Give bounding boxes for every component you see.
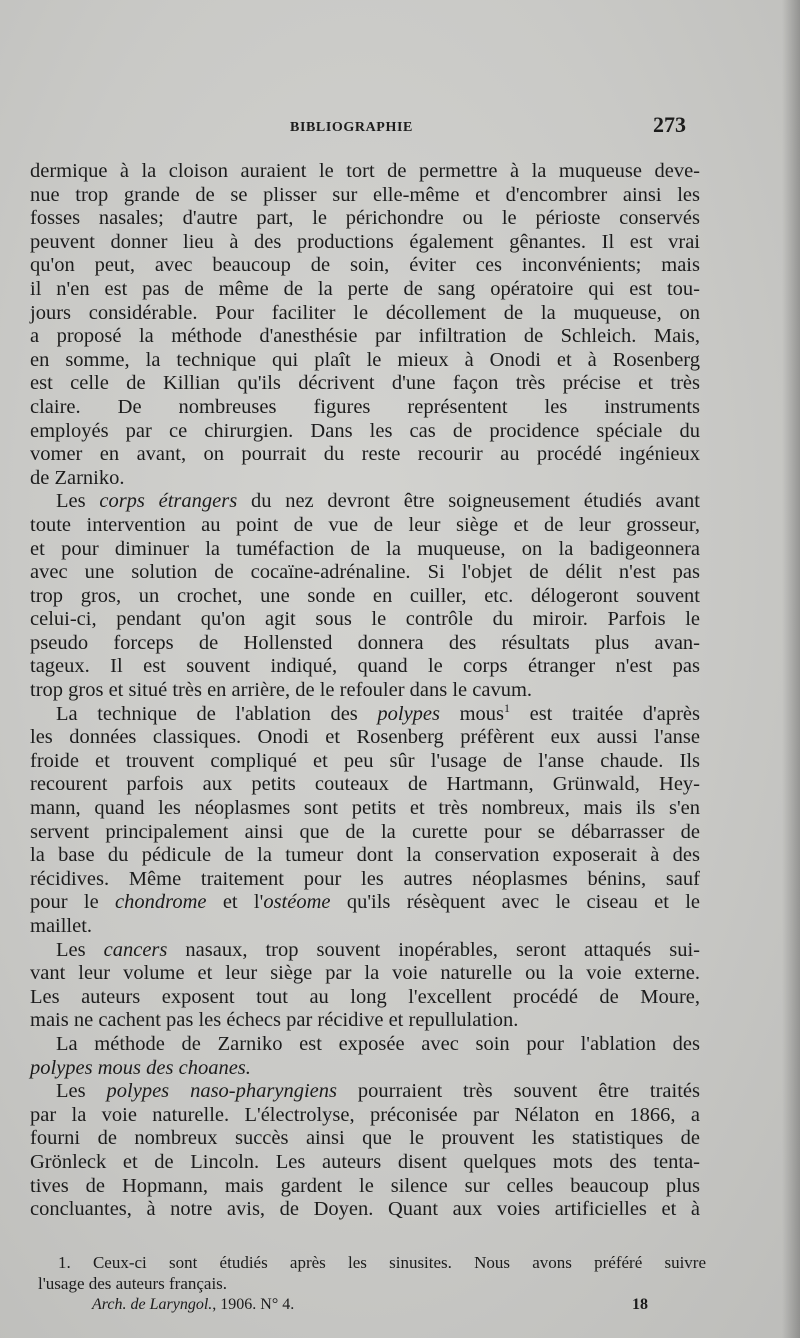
text-segment: froide et trouvent compliqué et peu sûr l'usage de l'anse chaude. Ils (30, 749, 700, 772)
text-segment: La technique de l'ablation des (56, 702, 378, 725)
text-segment: concluantes, à notre avis, de Doyen. Quant aux voies artificielles et à (30, 1198, 700, 1221)
running-title: BIBLIOGRAPHIE (290, 120, 413, 135)
italic-text: chondrome (115, 891, 207, 914)
text-line (30, 1104, 700, 1128)
text-line (30, 1175, 700, 1199)
text-line (30, 302, 700, 326)
text-segment: la base du pédicule de la tumeur dont la conservation exposerait à des (30, 844, 700, 867)
text-segment: vomer en avant, on pourrait du reste recourir au procédé ingénieux (30, 443, 700, 466)
footnote-ref: 1 (504, 700, 511, 715)
journal-issue: , 1906. N° 4. (212, 1296, 295, 1313)
text-segment: La méthode de Zarniko est exposée avec soin pour l'ablation des (56, 1032, 700, 1055)
text-line (30, 372, 700, 396)
italic-text: corps étrangers (99, 490, 238, 513)
text-segment: mann, quand les néoplasmes sont petits et très nombreux, mais ils s'en (30, 797, 700, 820)
text-segment: trop gros et situé très en arrière, de le refouler dans le cavum. (30, 679, 533, 702)
text-segment: dermique à la cloison auraient le tort de permettre à la muqueuse deve- (30, 160, 700, 182)
text-line (30, 207, 700, 231)
text-segment: avec une solution de cocaïne-adrénaline. Si l'objet de délit n'est pas (30, 561, 700, 584)
journal-reference (92, 1296, 294, 1314)
text-line (30, 986, 700, 1010)
text-segment: nue trop grande de se plisser sur elle-même et d'encombrer ainsi les (30, 183, 700, 206)
text-line (30, 679, 700, 703)
text-segment: trop gros, un crochet, une sonde en cuiller, etc. délogeront souvent (30, 584, 700, 607)
text-line (30, 184, 700, 208)
text-line (30, 349, 700, 373)
text-segment: et l' (206, 891, 264, 914)
text-line (30, 325, 700, 349)
page-edge-shadow (782, 0, 800, 1338)
italic-text: polypes naso-pharyngiens (106, 1080, 337, 1103)
paragraph (30, 939, 700, 1033)
text-segment: tageux. Il est souvent indiqué, quand le corps étranger n'est pas (30, 655, 700, 678)
text-segment: Les (56, 490, 100, 513)
text-segment: recourent parfois aux petits couteaux de Hartmann, Grünwald, Hey- (30, 773, 700, 796)
text-segment: fosses nasales; d'autre part, le périchondre ou le périoste conservés (30, 207, 700, 230)
footnote-line: 1. Ceux-ci sont étudiés après les sinusites. Nous avons préféré suivre (58, 1253, 706, 1272)
paragraph (30, 490, 700, 702)
italic-text: polypes mous des choanes. (30, 1056, 251, 1079)
text-line (30, 797, 700, 821)
text-segment: servent principalement ainsi que de la curette pour se débarrasser de (30, 820, 700, 843)
text-segment: Grönleck et de Lincoln. Les auteurs disent quelques mots des tenta- (30, 1150, 700, 1173)
text-segment: pour le (30, 891, 116, 914)
text-segment: pseudo forceps de Hollensted donnera des résultats plus avan- (30, 631, 700, 654)
text-line (30, 1057, 700, 1081)
text-segment: récidives. Même traitement pour les autres néoplasmes bénins, sauf (30, 867, 700, 890)
text-segment: qu'on peut, avec beaucoup de soin, éviter ces inconvénients; mais (30, 254, 700, 277)
text-line (30, 160, 700, 184)
paragraph (30, 700, 701, 939)
text-segment: Les (56, 1080, 107, 1103)
text-line (30, 420, 700, 444)
text-segment: fourni de nombreux succès ainsi que le prouvent les statistiques de (30, 1127, 700, 1150)
text-segment: par la voie naturelle. L'électrolyse, préconisée par Nélaton en 1866, a (30, 1103, 700, 1126)
text-segment: pourraient très souvent être traités (336, 1080, 700, 1103)
text-line (30, 939, 700, 963)
paragraph (30, 1080, 700, 1222)
text-line (30, 231, 700, 255)
text-segment: celui-ci, pendant qu'on agit sous le contrôle du miroir. Parfois le (30, 608, 700, 631)
page-footer (0, 1296, 800, 1320)
text-line (30, 585, 700, 609)
text-segment: mous (440, 702, 505, 725)
text-line (30, 655, 700, 679)
text-segment: a proposé la méthode d'anesthésie par infiltration de Schleich. Mais, (30, 325, 700, 348)
text-segment: Les auteurs exposent tout au long l'excellent procédé de Moure, (30, 985, 700, 1008)
text-line (30, 1127, 700, 1151)
text-segment: employés par ce chirurgien. Dans les cas de procidence spéciale du (30, 419, 700, 442)
text-line (30, 844, 700, 868)
page-number: 273 (653, 112, 686, 137)
text-line (30, 962, 700, 986)
text-segment: peuvent donner lieu à des productions également gênantes. Il est vrai (30, 230, 700, 253)
text-segment: de Zarniko. (30, 466, 125, 489)
text-segment: qu'ils résèquent avec le ciseau et le (330, 891, 701, 914)
text-segment: mais ne cachent pas les échecs par récidive et repullulation. (30, 1009, 519, 1032)
text-segment: du nez devront être soigneusement étudiés avant (237, 490, 700, 513)
text-segment: les données classiques. Onodi et Rosenberg préfèrent eux aussi l'anse (30, 726, 700, 749)
text-segment: Les (56, 938, 104, 961)
text-segment: vant leur volume et leur siège par la voie naturelle ou la voie externe. (30, 962, 700, 985)
text-segment: jours considérable. Pour faciliter le décollement de la muqueuse, on (30, 301, 700, 324)
body-text (30, 160, 700, 1222)
text-line (30, 1080, 700, 1104)
text-line (30, 750, 700, 774)
text-line (30, 868, 700, 892)
text-line (30, 726, 700, 750)
text-line (30, 443, 700, 467)
journal-title: Arch. de Laryngol. (92, 1296, 213, 1313)
text-line (30, 1151, 700, 1175)
text-line (30, 1033, 700, 1057)
signature-mark: 18 (632, 1296, 648, 1313)
text-segment: tives de Hopmann, mais gardent le silence sur celles beaucoup plus (30, 1174, 700, 1197)
text-line (30, 1009, 700, 1033)
text-line (30, 490, 700, 514)
text-line (30, 891, 700, 915)
text-segment: claire. De nombreuses figures représentent les instruments (30, 395, 700, 418)
text-segment: nasaux, trop souvent inopérables, seront attaqués sui- (167, 938, 700, 961)
text-line (30, 632, 700, 656)
text-segment: et pour diminuer la tuméfaction de la muqueuse, on la badigeonnera (30, 537, 700, 560)
text-line (30, 254, 700, 278)
italic-text: ostéome (263, 891, 331, 914)
text-line (30, 514, 700, 538)
text-line (30, 700, 700, 727)
italic-text: polypes (377, 702, 440, 725)
text-segment: toute intervention au point de vue de leur siège et de leur grosseur, (30, 513, 700, 536)
text-line (30, 396, 700, 420)
text-line (30, 467, 700, 491)
paragraph (30, 1033, 700, 1080)
text-line (30, 915, 700, 939)
text-line (30, 1198, 700, 1222)
footnote-line: l'usage des auteurs français. (38, 1274, 228, 1293)
text-segment: est celle de Killian qu'ils décrivent d'une façon très précise et très (30, 372, 700, 395)
text-segment: il n'en est pas de même de la perte de sang opératoire qui est tou- (30, 277, 700, 300)
italic-text: cancers (103, 938, 168, 961)
paragraph (30, 160, 700, 490)
text-line (30, 278, 700, 302)
text-segment: maillet. (30, 915, 93, 937)
text-line (30, 561, 700, 585)
text-line (30, 773, 700, 797)
text-segment: est traitée d'après (510, 702, 700, 725)
page-header (0, 112, 800, 142)
text-line (30, 608, 700, 632)
text-line (30, 821, 700, 845)
footnote (38, 1252, 706, 1294)
text-line (30, 538, 700, 562)
text-segment: en somme, la technique qui plaît le mieux à Onodi et à Rosenberg (30, 348, 700, 371)
